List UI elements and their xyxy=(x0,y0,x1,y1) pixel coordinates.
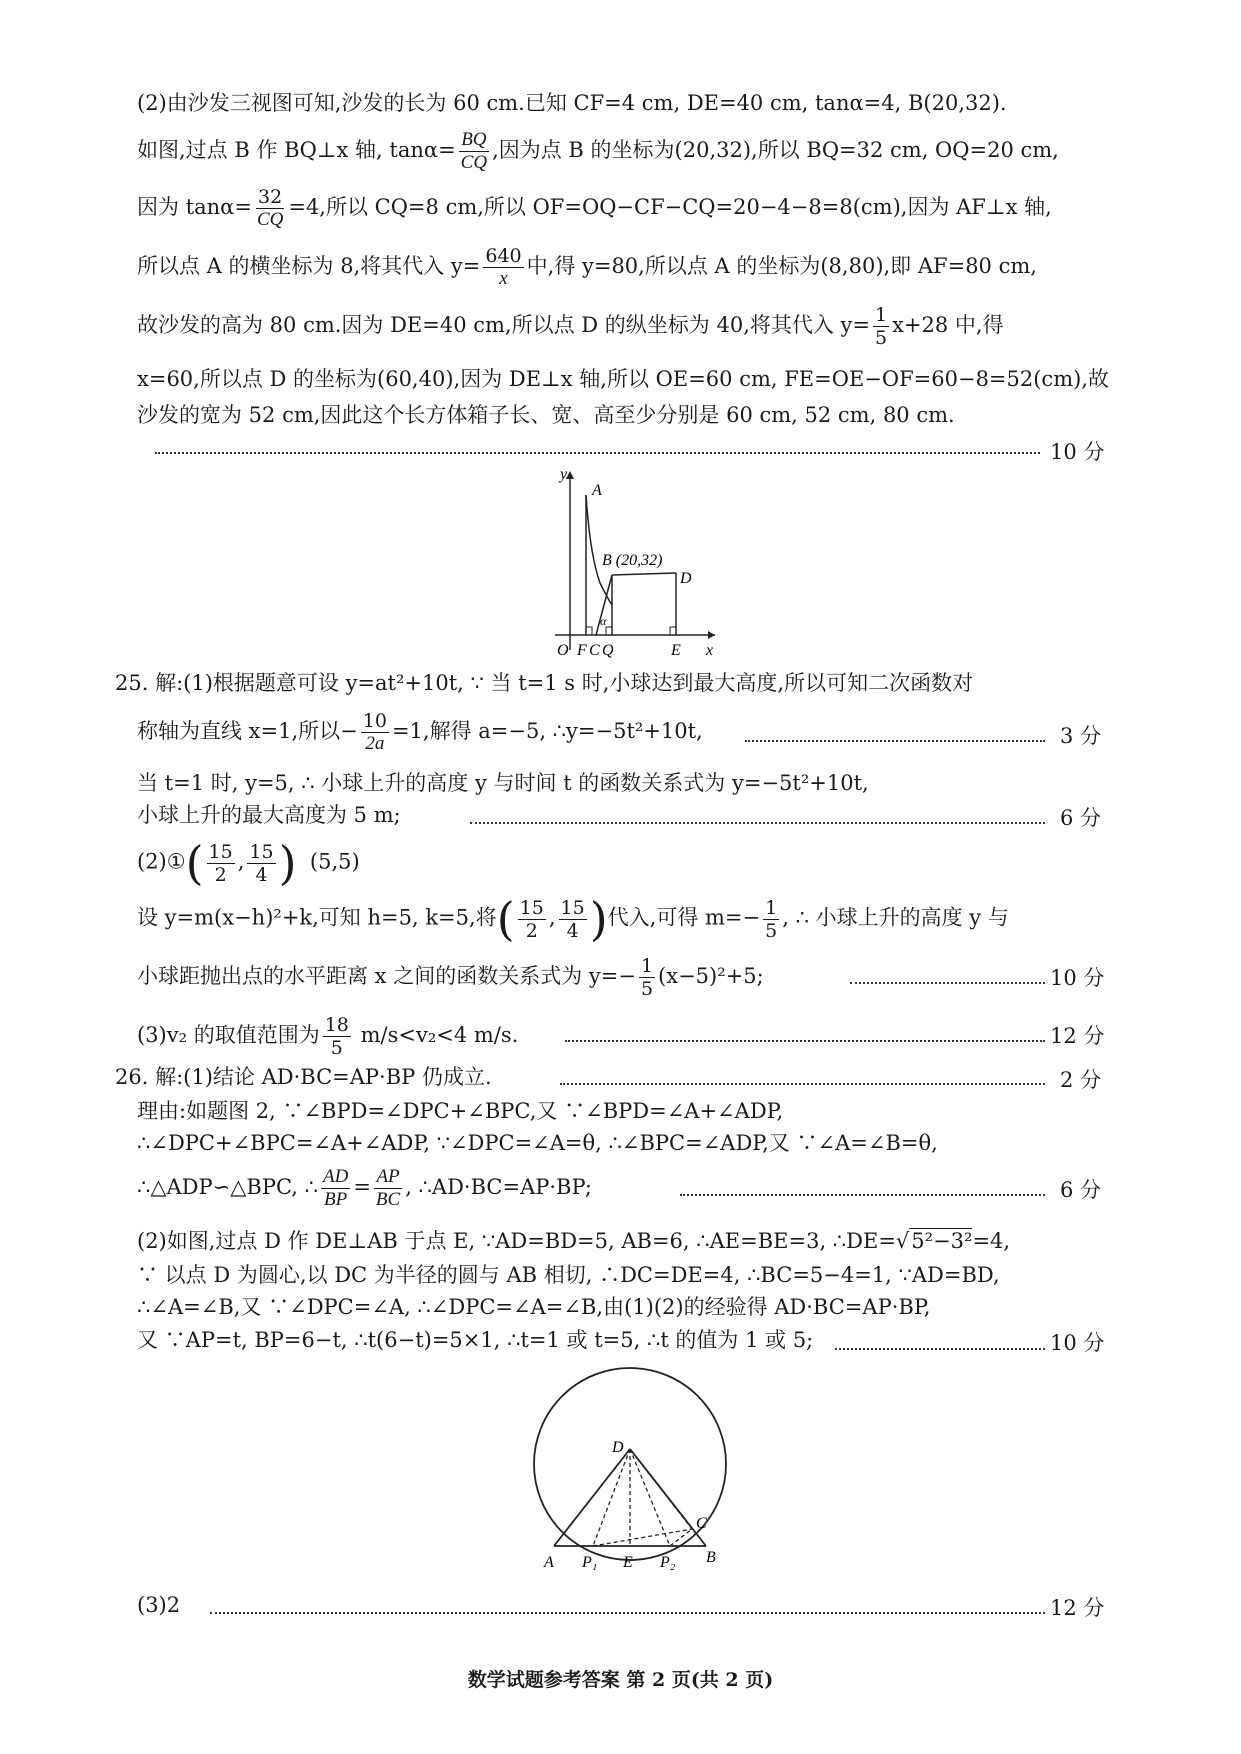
label-c: C xyxy=(589,642,600,659)
p24-line-6: x=60,所以点 D 的坐标为(60,40),因为 DE⊥x 轴,所以 OE=60 cm, FE=OE−OF=60−8=52(cm),故 xyxy=(137,367,1109,391)
p25-line-8: (3)v₂ 的取值范围为 $\frac{18}{5}$ m/s<v₂<4 m/s. xyxy=(137,1014,519,1059)
label-d: D xyxy=(680,570,692,587)
segment-dp2 xyxy=(630,1449,670,1546)
leader-dots xyxy=(470,822,1045,824)
p25-line-5: (2)①( $\frac{15}{2}$ , $\frac{15}{4}$ ) (5,5) xyxy=(137,836,360,890)
p26-line-9: (3)2 xyxy=(137,1593,181,1617)
right-angle-q xyxy=(606,627,612,635)
leader-dots xyxy=(850,982,1045,984)
score-label: 10 分 xyxy=(1050,440,1105,464)
label-o: O xyxy=(557,642,569,659)
p24-line-2: 如图,过点 B 作 BQ⊥x 轴, tanα= $\frac{BQ}{CQ}$ ,因为点 B 的坐标为(20,32),所以 BQ=32 cm, OQ=20 cm, xyxy=(137,129,1059,173)
label-a: A xyxy=(544,1554,554,1571)
p26-line-1: 26. 解:(1)结论 AD·BC=AP·BP 仍成立. xyxy=(115,1065,492,1089)
score-label: 12 分 xyxy=(1050,1596,1105,1620)
segment-p2c xyxy=(670,1529,692,1546)
label-p1: P₁ xyxy=(582,1554,598,1571)
leader-dots xyxy=(210,1612,1045,1614)
label-p2: P₂ xyxy=(660,1554,676,1571)
label-b: B xyxy=(706,1549,716,1566)
p26-line-6: ∵ 以点 D 为圆心,以 DC 为半径的圆与 AB 相切, ∴DC=DE=4, ∴BC=5−4=1, ∵AD=BD, xyxy=(137,1263,1000,1287)
p25-line-2: 称轴为直线 x=1,所以− $\frac{10}{2a}$ =1,解得 a=−5, ∴y=−5t²+10t, xyxy=(137,710,703,754)
score-label: 10 分 xyxy=(1050,1331,1105,1355)
leader-dots xyxy=(560,1083,1045,1085)
label-y: y xyxy=(560,466,568,483)
sofa-coordinate-figure xyxy=(530,465,730,665)
segment-bd xyxy=(612,573,676,575)
segment-db xyxy=(630,1449,706,1546)
score-label: 6 分 xyxy=(1060,1178,1102,1202)
p24-line-4: 所以点 A 的横坐标为 8,将其代入 y= $\frac{640}{x}$ 中,得 y=80,所以点 A 的坐标为(8,80),即 AF=80 cm, xyxy=(137,245,1037,289)
label-q: Q xyxy=(602,642,614,659)
label-e: E xyxy=(671,642,681,659)
label-c: C xyxy=(696,1515,707,1532)
p24-line-3: 因为 tanα= $\frac{32}{CQ}$ =4,所以 CQ=8 cm,所以 OF=OQ−CF−CQ=20−4−8=8(cm),因为 AF⊥x 轴, xyxy=(137,186,1052,230)
p25-line-3: 当 t=1 时, y=5, ∴ 小球上升的高度 y 与时间 t 的函数关系式为 y=−5t²+10t, xyxy=(137,771,869,795)
right-angle-e xyxy=(670,627,676,635)
page-footer: 数学试题参考答案 第 2 页(共 2 页) xyxy=(467,1669,774,1691)
segment-ad xyxy=(554,1449,630,1546)
leader-dots xyxy=(745,740,1045,742)
p26-line-4: ∴△ADP∽△BPC, ∴ $\frac{AD}{BP}$ = $\frac{AP}{BC}$ , ∴AD·BC=AP·BP; xyxy=(137,1166,592,1210)
p24-line-5: 故沙发的高为 80 cm.因为 DE=40 cm,所以点 D 的纵坐标为 40,将其代入 y= $\frac{1}{5}$ x+28 中,得 xyxy=(137,304,1004,349)
score-label: 2 分 xyxy=(1060,1068,1102,1092)
y-axis-arrow xyxy=(566,471,574,479)
p25-line-6: 设 y=m(x−h)²+k,可知 h=5, k=5,将( $\frac{15}{2}$ , $\frac{15}{4}$ )代入,可得 m=− $\frac{1}{5}$ , ∴ 小球上升的高度 y 与 xyxy=(137,892,1009,946)
p26-line-8: 又 ∵AP=t, BP=6−t, ∴t(6−t)=5×1, ∴t=1 或 t=5, ∴t 的值为 1 或 5; xyxy=(137,1328,814,1352)
x-axis-arrow xyxy=(708,631,715,639)
leader-dots xyxy=(565,1040,1045,1042)
segment-dp1 xyxy=(593,1449,630,1546)
p24-line-7: 沙发的宽为 52 cm,因此这个长方体箱子长、宽、高至少分别是 60 cm, 52 cm, 80 cm. xyxy=(137,403,955,427)
p25-line-4: 小球上升的最大高度为 5 m; xyxy=(137,803,401,827)
p25-line-7: 小球距抛出点的水平距离 x 之间的函数关系式为 y=− $\frac{1}{5}$ (x−5)²+5; xyxy=(137,955,764,1000)
label-b: B (20,32) xyxy=(602,552,663,569)
circle-triangle-figure xyxy=(520,1366,740,1576)
label-f: F xyxy=(577,642,587,659)
score-label: 10 分 xyxy=(1050,966,1105,990)
score-label: 3 分 xyxy=(1060,724,1102,748)
p25-line-1: 25. 解:(1)根据题意可设 y=at²+10t, ∵ 当 t=1 s 时,小球达到最大高度,所以可知二次函数对 xyxy=(115,671,974,695)
p26-line-3: ∴∠DPC+∠BPC=∠A+∠ADP, ∵∠DPC=∠A=θ, ∴∠BPC=∠ADP,又 ∵∠A=∠B=θ, xyxy=(137,1131,938,1155)
leader-dots xyxy=(835,1348,1045,1350)
p26-line-2: 理由:如题图 2, ∵∠BPD=∠DPC+∠BPC,又 ∵∠BPD=∠A+∠ADP, xyxy=(137,1099,784,1123)
right-angle-f xyxy=(586,627,592,635)
leader-dots xyxy=(680,1194,1045,1196)
leader-dots xyxy=(155,452,1040,454)
score-label: 6 分 xyxy=(1060,806,1102,830)
label-a: A xyxy=(592,482,602,499)
label-x: x xyxy=(706,642,714,659)
p24-line-1: (2)由沙发三视图可知,沙发的长为 60 cm.已知 CF=4 cm, DE=40 cm, tanα=4, B(20,32). xyxy=(137,91,1007,115)
label-alpha: α xyxy=(600,614,607,628)
p26-line-7: ∴∠A=∠B,又 ∵∠DPC=∠A, ∴∠DPC=∠A=∠B,由(1)(2)的经验得 AD·BC=AP·BP, xyxy=(137,1295,931,1319)
score-label: 12 分 xyxy=(1050,1024,1105,1048)
p26-line-5: (2)如图,过点 D 作 DE⊥AB 于点 E, ∵AD=BD=5, AB=6, ∴AE=BE=3, ∴DE=√5²−3²=4, xyxy=(137,1229,1011,1253)
segment-p1c xyxy=(593,1529,692,1546)
segment-dc xyxy=(630,1449,692,1529)
label-e: E xyxy=(623,1554,633,1571)
label-d: D xyxy=(612,1439,624,1456)
